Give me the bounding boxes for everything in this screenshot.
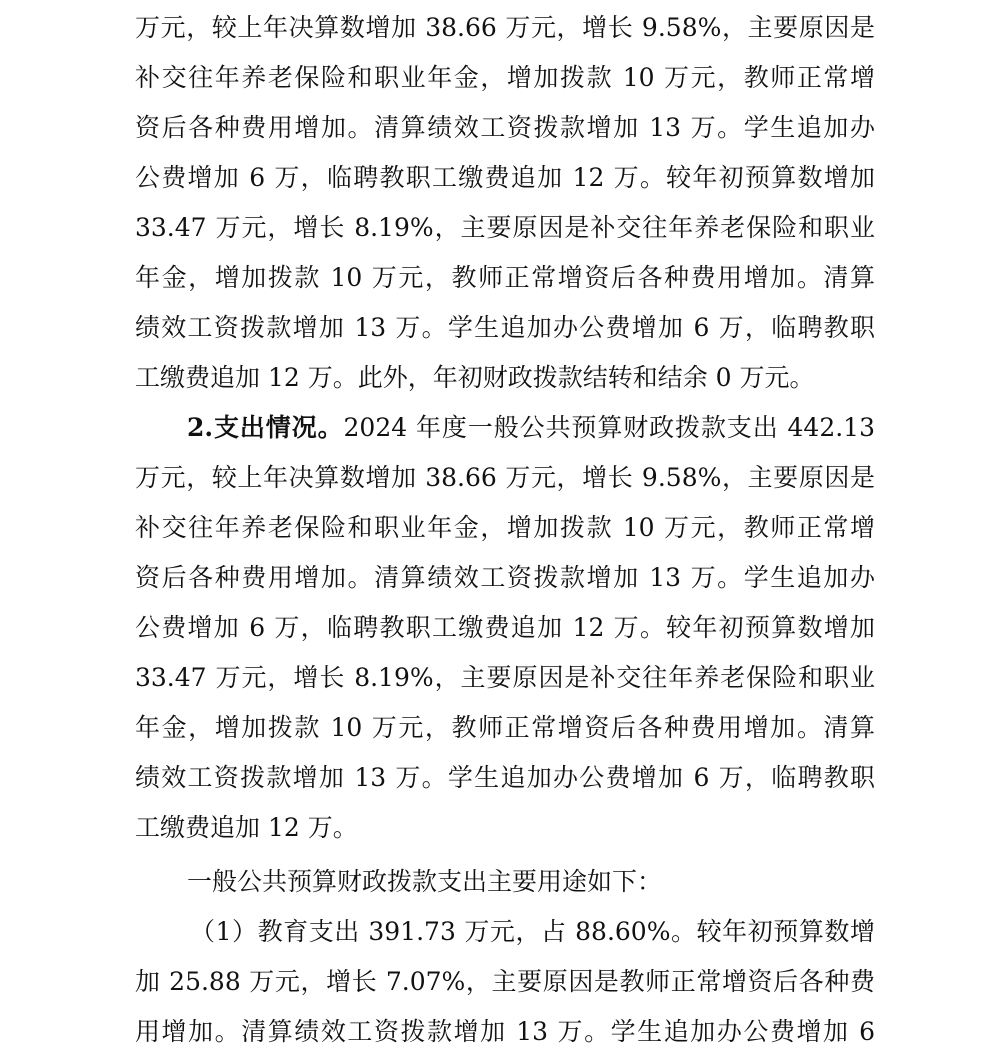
section-2-line-2: 万元，较上年决算数增加 38.66 万元，增长 9.58%，主要原因是: [135, 463, 875, 492]
section-2-line-9: 工缴费追加 12 万。: [135, 813, 358, 842]
section-2-line-4: 资后各种费用增加。清算绩效工资拨款增加 13 万。学生追加办: [135, 563, 875, 592]
paragraph-1-line-2: 补交往年养老保险和职业年金，增加拨款 10 万元，教师正常增: [135, 63, 875, 92]
section-2-first-line: [187, 403, 875, 453]
section-2-line-6: 33.47 万元，增长 8.19%，主要原因是补交往年养老保险和职业: [135, 663, 875, 692]
item-1-line-2: 加 25.88 万元，增长 7.07%，主要原因是教师正常增资后各种费: [135, 967, 875, 996]
section-2-line-8: 绩效工资拨款增加 13 万。学生追加办公费增加 6 万，临聘教职: [135, 763, 875, 792]
paragraph-1-line-7: 绩效工资拨款增加 13 万。学生追加办公费增加 6 万，临聘教职: [135, 313, 875, 342]
section-2-line-3: 补交往年养老保险和职业年金，增加拨款 10 万元，教师正常增: [135, 513, 875, 542]
section-2-heading: 2.支出情况。: [187, 413, 344, 442]
section-2-first-line-text: 2024 年度一般公共预算财政拨款支出 442.13: [343, 413, 875, 442]
item-1-line-1: （1）教育支出 391.73 万元，占 88.60%。较年初预算数增: [190, 917, 875, 946]
paragraph-1-line-5: 33.47 万元，增长 8.19%，主要原因是补交往年养老保险和职业: [135, 213, 875, 242]
paragraph-1-line-6: 年金，增加拨款 10 万元，教师正常增资后各种费用增加。清算: [135, 263, 875, 292]
section-2-line-7: 年金，增加拨款 10 万元，教师正常增资后各种费用增加。清算: [135, 713, 875, 742]
item-1-line-3: 用增加。清算绩效工资拨款增加 13 万。学生追加办公费增加 6: [135, 1017, 875, 1046]
usage-intro: 一般公共预算财政拨款支出主要用途如下：: [187, 867, 663, 896]
paragraph-1-line-1: 万元，较上年决算数增加 38.66 万元，增长 9.58%，主要原因是: [135, 13, 875, 42]
paragraph-1-line-4: 公费增加 6 万，临聘教职工缴费追加 12 万。较年初预算数增加: [135, 163, 875, 192]
paragraph-1-line-8: 工缴费追加 12 万。此外，年初财政拨款结转和结余 0 万元。: [135, 363, 815, 392]
section-2-line-5: 公费增加 6 万，临聘教职工缴费追加 12 万。较年初预算数增加: [135, 613, 875, 642]
paragraph-1-line-3: 资后各种费用增加。清算绩效工资拨款增加 13 万。学生追加办: [135, 113, 875, 142]
